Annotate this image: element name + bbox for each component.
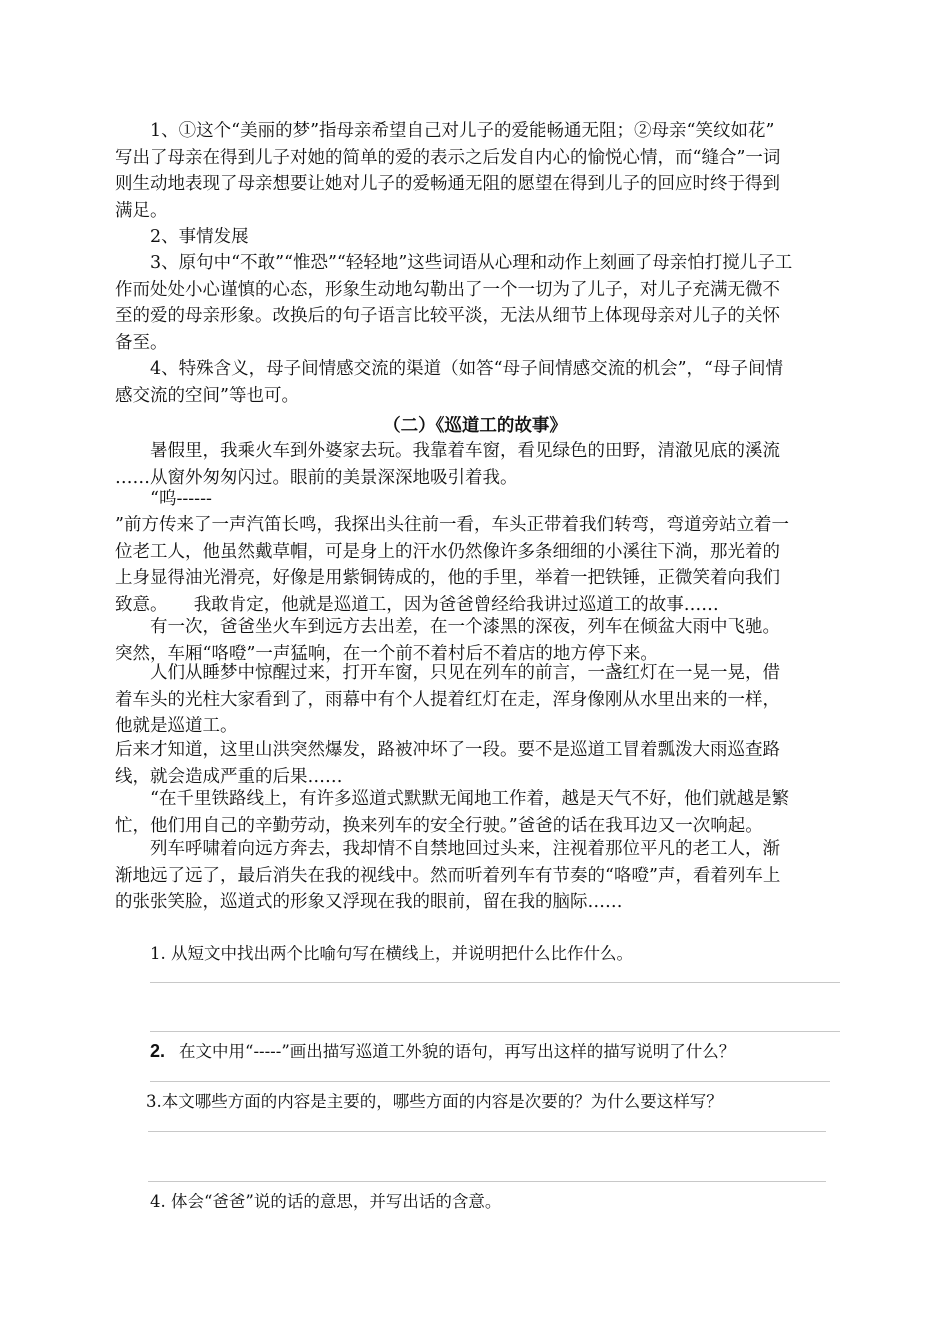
- answer-1-line: 则生动地表现了母亲想要让她对儿子的爱畅通无阻的愿望在得到儿子的回应时终于得到: [115, 174, 780, 194]
- story-line: 列车呼啸着向远方奔去，我却情不自禁地回过头来，注视着那位平凡的老工人，渐: [115, 839, 780, 859]
- answer-1-line: 1、①这个“美丽的梦”指母亲希望自己对儿子的爱能畅通无阻；②母亲“笑纹如花”: [115, 121, 775, 141]
- story-line: 位老工人，他虽然戴草帽，可是身上的汗水仍然像许多条细细的小溪往下淌，那光着的: [115, 541, 780, 562]
- question-2-text: 在文中用“-----”画出描写巡道工外貌的语句，再写出这样的描写说明了什么？: [179, 1042, 736, 1061]
- story-line: 线，就会造成严重的后果……: [115, 766, 343, 787]
- story-paragraph-6: [115, 737, 843, 790]
- story-line: 忙，他们用自己的辛勤劳动，换来列车的安全行驶。”爸爸的话在我耳边又一次响起。: [115, 815, 763, 836]
- question-2: [150, 1038, 735, 1062]
- answer-line[interactable]: [150, 1081, 830, 1082]
- story-paragraph-2: [115, 488, 843, 510]
- question-3: 3.本文哪些方面的内容是主要的，哪些方面的内容是次要的？为什么要这样写？: [146, 1092, 723, 1111]
- story-line: “在千里铁路线上，有许多巡道式默默无闻地工作着，越是天气不好，他们就越是繁: [115, 789, 789, 809]
- answer-1-line: 写出了母亲在得到儿子对她的简单的爱的表示之后发自内心的愉悦心情，而“缝合”一词: [115, 147, 781, 168]
- story-line: 突然，车厢“咯噔”一声猛响，在一个前不着村后不着店的地方停下来。: [115, 643, 658, 664]
- answer-4: [115, 356, 843, 409]
- story-line: 他就是巡道工。: [115, 716, 238, 736]
- story-line: ……从窗外匆匆闪过。眼前的美景深深地吸引着我。: [115, 467, 518, 488]
- answer-2: [115, 224, 843, 251]
- answer-1-line: 满足。: [115, 200, 168, 221]
- story-paragraph-7: [115, 786, 843, 839]
- story-line: ”前方传来了一声汽笛长鸣，我探出头往前一看，车头正带着我们转弯，弯道旁站立着一: [115, 515, 789, 535]
- story-line: 人们从睡梦中惊醒过来，打开车窗，只见在列车的前言，一盏红灯在一晃一晃，借: [115, 663, 780, 683]
- story-line: 致意。 我敢肯定，他就是巡道工，因为爸爸曾经给我讲过巡道工的故事……: [115, 594, 719, 615]
- answer-4-line: 感交流的空间”等也可。: [115, 385, 299, 406]
- story-line: 后来才知道，这里山洪突然爆发，路被冲坏了一段。要不是巡道工冒着瓢泼大雨巡查路: [115, 740, 780, 760]
- answer-4-line: 4、特殊含义，母子间情感交流的渠道（如答“母子间情感交流的机会”，“母子间情: [115, 359, 783, 379]
- story-paragraph-3: [115, 512, 843, 618]
- answer-3: [115, 250, 843, 356]
- answer-1: [115, 118, 843, 224]
- story-line: 渐地远了远了，最后消失在我的视线中。然而听着列车有节奏的“咯噔”声，看着列车上: [115, 865, 781, 886]
- answer-2-line: 2、事情发展: [115, 227, 249, 247]
- question-2-number: 2.: [150, 1041, 166, 1061]
- answer-3-line: 3、原句中“不敢”“惟恐”“轻轻地”这些词语从心理和动作上刻画了母亲怕打搅儿子工: [115, 253, 793, 273]
- answer-line[interactable]: [150, 1031, 840, 1032]
- story-paragraph-1: [115, 438, 843, 491]
- answer-line[interactable]: [148, 1131, 826, 1132]
- story-line: 暑假里，我乘火车到外婆家去玩。我靠着车窗，看见绿色的田野，清澈见底的溪流: [115, 441, 780, 461]
- story-line: 上身显得油光滑亮，好像是用紫铜铸成的，他的手里，举着一把铁锤，正微笑着向我们: [115, 568, 780, 588]
- story-line: “呜------: [115, 489, 212, 509]
- answer-line[interactable]: [150, 982, 840, 983]
- story-paragraph-5: [115, 660, 843, 740]
- answer-3-line: 至的爱的母亲形象。改换后的句子语言比较平淡，无法从细节上体现母亲对儿子的关怀: [115, 306, 780, 326]
- story-line: 的张张笑脸，巡道式的形象又浮现在我的眼前，留在我的脑际……: [115, 892, 623, 912]
- story-line: 有一次，爸爸坐火车到远方去出差，在一个漆黑的深夜，列车在倾盆大雨中飞驰。: [115, 617, 780, 637]
- question-1: 1. 从短文中找出两个比喻句写在横线上，并说明把什么比作什么。: [150, 944, 633, 963]
- answer-3-line: 备至。: [115, 332, 168, 353]
- section-title: （二）《巡道工的故事》: [383, 416, 567, 436]
- question-4: 4. 体会“爸爸”说的话的意思，并写出话的含意。: [150, 1192, 502, 1211]
- story-paragraph-8: [115, 836, 843, 916]
- story-line: 着车头的光柱大家看到了，雨幕中有个人提着红灯在走，浑身像刚从水里出来的一样，: [115, 689, 780, 710]
- answer-3-line: 作而处处小心谨慎的心态，形象生动地勾勒出了一个一切为了儿子，对儿子充满无微不: [115, 279, 780, 300]
- answer-line[interactable]: [148, 1181, 826, 1182]
